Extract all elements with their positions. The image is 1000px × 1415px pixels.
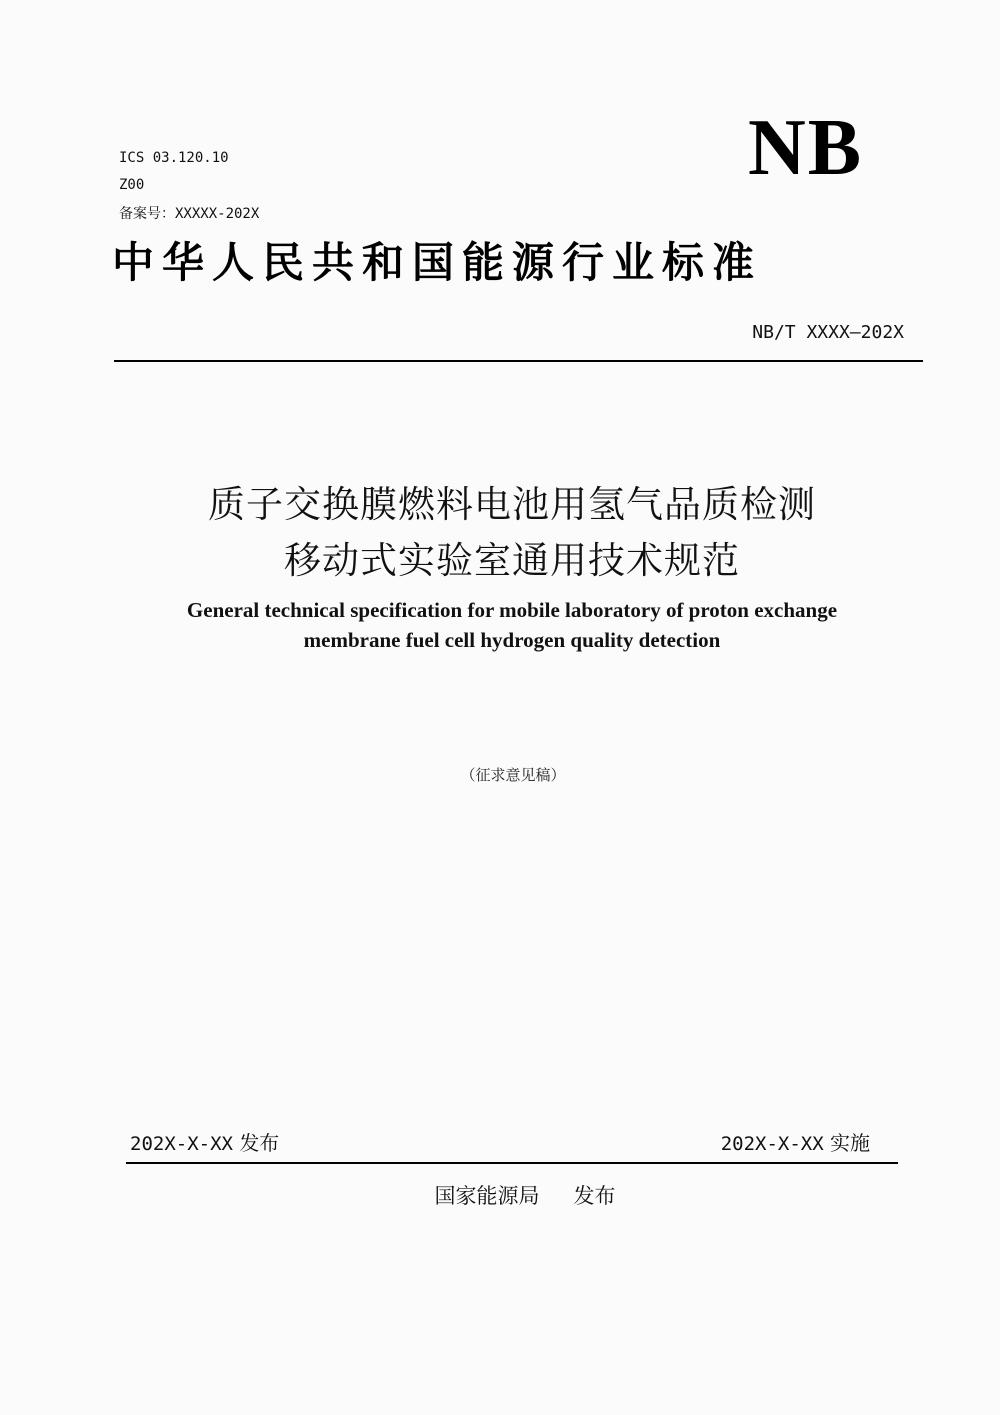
implementation-date-label: 实施 bbox=[830, 1131, 870, 1155]
standard-category-title: 中华人民共和国能源行业标准 bbox=[112, 238, 763, 287]
publisher-action: 发布 bbox=[573, 1184, 616, 1208]
publisher-name: 国家能源局 bbox=[434, 1184, 540, 1208]
english-title-line-1: General technical specification for mobile laboratory of proton exchange bbox=[186, 598, 838, 622]
implementation-date bbox=[721, 1127, 870, 1156]
nb-logo: NB bbox=[748, 104, 864, 192]
issue-date-label: 发布 bbox=[239, 1131, 280, 1155]
filing-number bbox=[119, 203, 259, 223]
publisher-line bbox=[0, 1180, 1000, 1210]
filing-label: 备案号： bbox=[119, 206, 175, 222]
chinese-title-line-1: 质子交换膜燃料电池用氢气品质检测 bbox=[208, 483, 816, 526]
ics-code: ICS 03.120.10 bbox=[119, 150, 229, 166]
bottom-divider bbox=[126, 1162, 898, 1164]
ccs-code: Z00 bbox=[119, 177, 145, 193]
draft-status: （征求意见稿） bbox=[460, 766, 566, 784]
issue-date bbox=[130, 1127, 279, 1156]
implementation-date-value: 202X-X-XX bbox=[720, 1133, 824, 1155]
standard-number: NB/T XXXX—202X bbox=[752, 322, 904, 343]
top-divider bbox=[114, 360, 923, 362]
filing-value: XXXXX-202X bbox=[175, 206, 260, 222]
chinese-title-line-2: 移动式实验室通用技术规范 bbox=[284, 539, 740, 582]
english-title-line-2: membrane fuel cell hydrogen quality detection bbox=[303, 628, 721, 652]
issue-date-value: 202X-X-XX bbox=[130, 1133, 233, 1155]
